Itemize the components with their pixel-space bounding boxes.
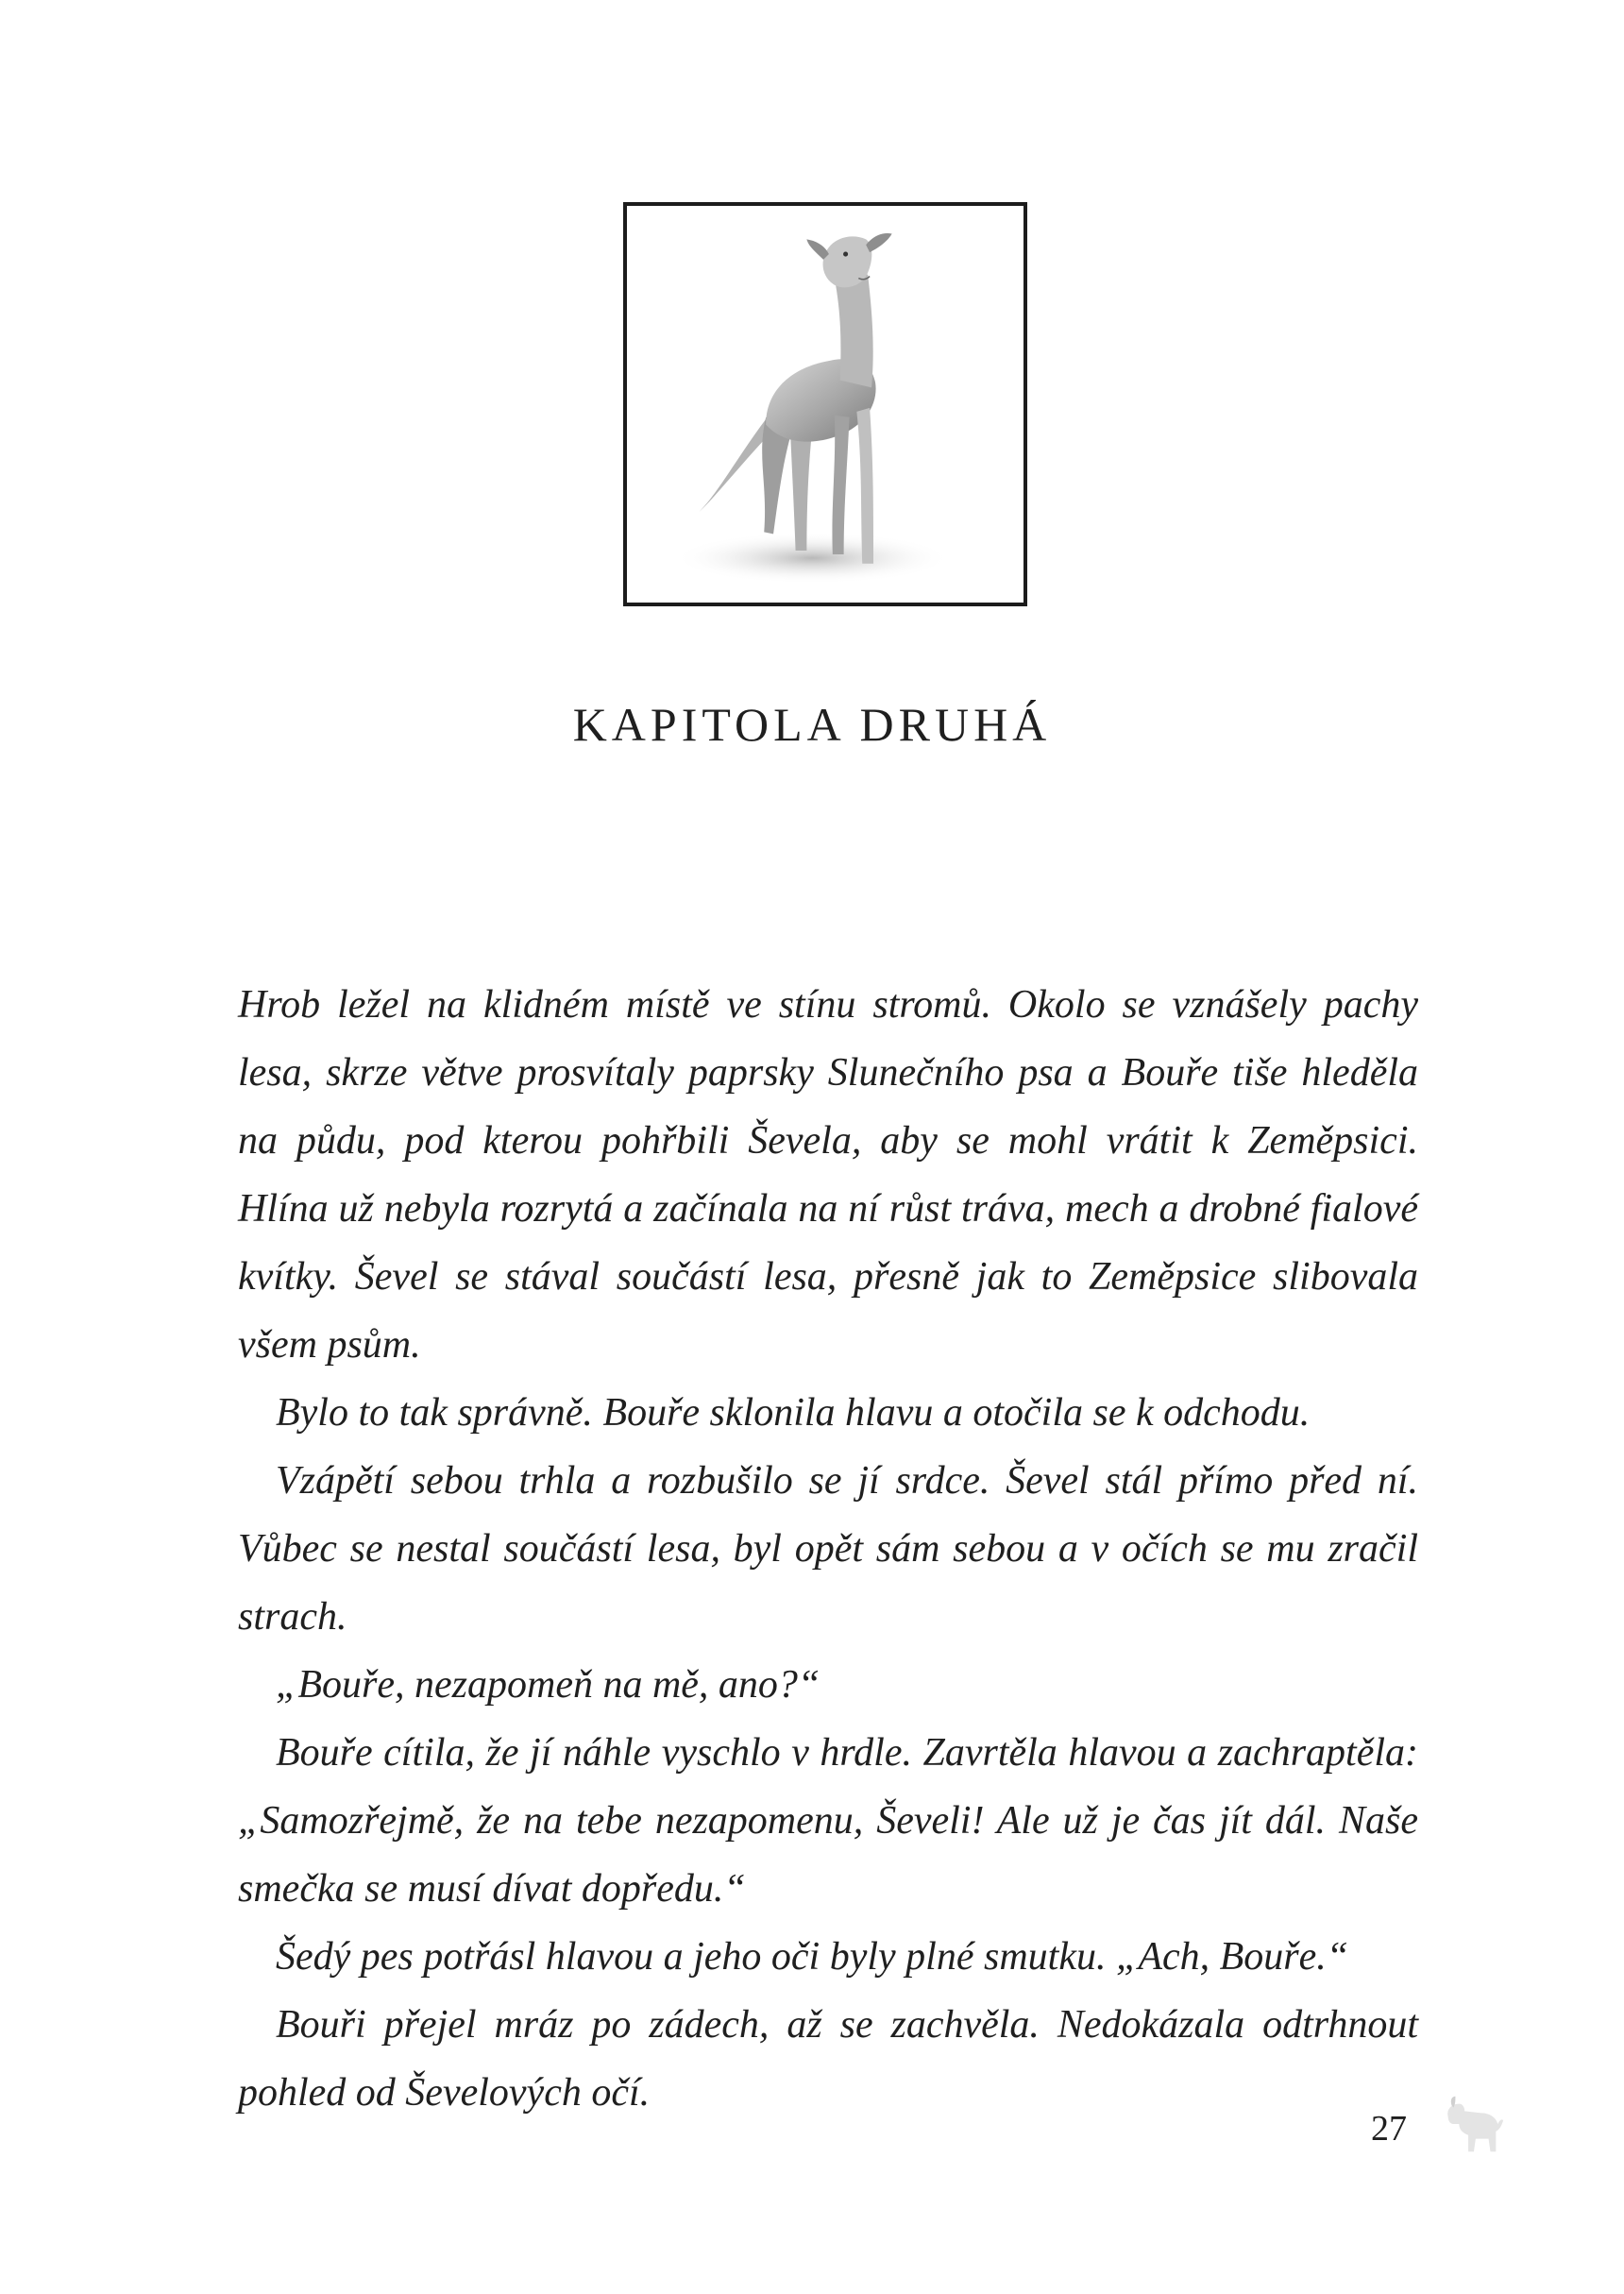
paragraph: Bouře cítila, že jí náhle vyschlo v hrdle. Zavrtěla hlavou a zachraptěla: „Samozřejmě, že na tebe nezapomenu, Ševeli! Ale už je čas jít dál. Naše smečka se musí dívat dopředu.“	[238, 1731, 1418, 1911]
page-number: 27	[1371, 2109, 1407, 2149]
paragraph: Vzápětí sebou trhla a rozbušilo se jí srdce. Ševel stál přímo před ní. Vůbec se nestal součástí lesa, byl opět sám sebou a v očích se mu zračil strach.	[238, 1459, 1418, 1639]
chapter-title: KAPITOLA DRUHÁ	[572, 698, 1052, 751]
paragraph: Bouři přejel mráz po zádech, až se zachvěla. Nedokázala odtrhnout pohled od Ševelových očí.	[238, 2003, 1418, 2115]
chapter-illustration	[623, 202, 1027, 606]
greyhound-dog-illustration	[627, 206, 1023, 603]
paragraph: Hrob ležel na klidném místě ve stínu stromů. Okolo se vznášely pachy lesa, skrze větve prosvítaly paprsky Slunečního psa a Bouře tiše hleděla na půdu, pod kterou pohřbili Ševela, aby se mohl vrátit k Zeměpsici. Hlína už nebyla rozrytá a začínala na ní růst tráva, mech a drobné fialové kvítky. Ševel se stával součástí lesa, přesně jak to Zeměpsice slibovala všem psům.	[238, 983, 1418, 1367]
paragraph: Šedý pes potřásl hlavou a jeho oči byly plné smutku. „Ach, Bouře.“	[276, 1935, 1349, 1979]
paragraph: Bylo to tak správně. Bouře sklonila hlavu a otočila se k odchodu.	[276, 1391, 1311, 1435]
dog-silhouette-icon	[1435, 2089, 1509, 2163]
paragraph: „Bouře, nezapomeň na mě, ano?“	[276, 1663, 820, 1707]
chapter-body-text	[238, 971, 1418, 2127]
